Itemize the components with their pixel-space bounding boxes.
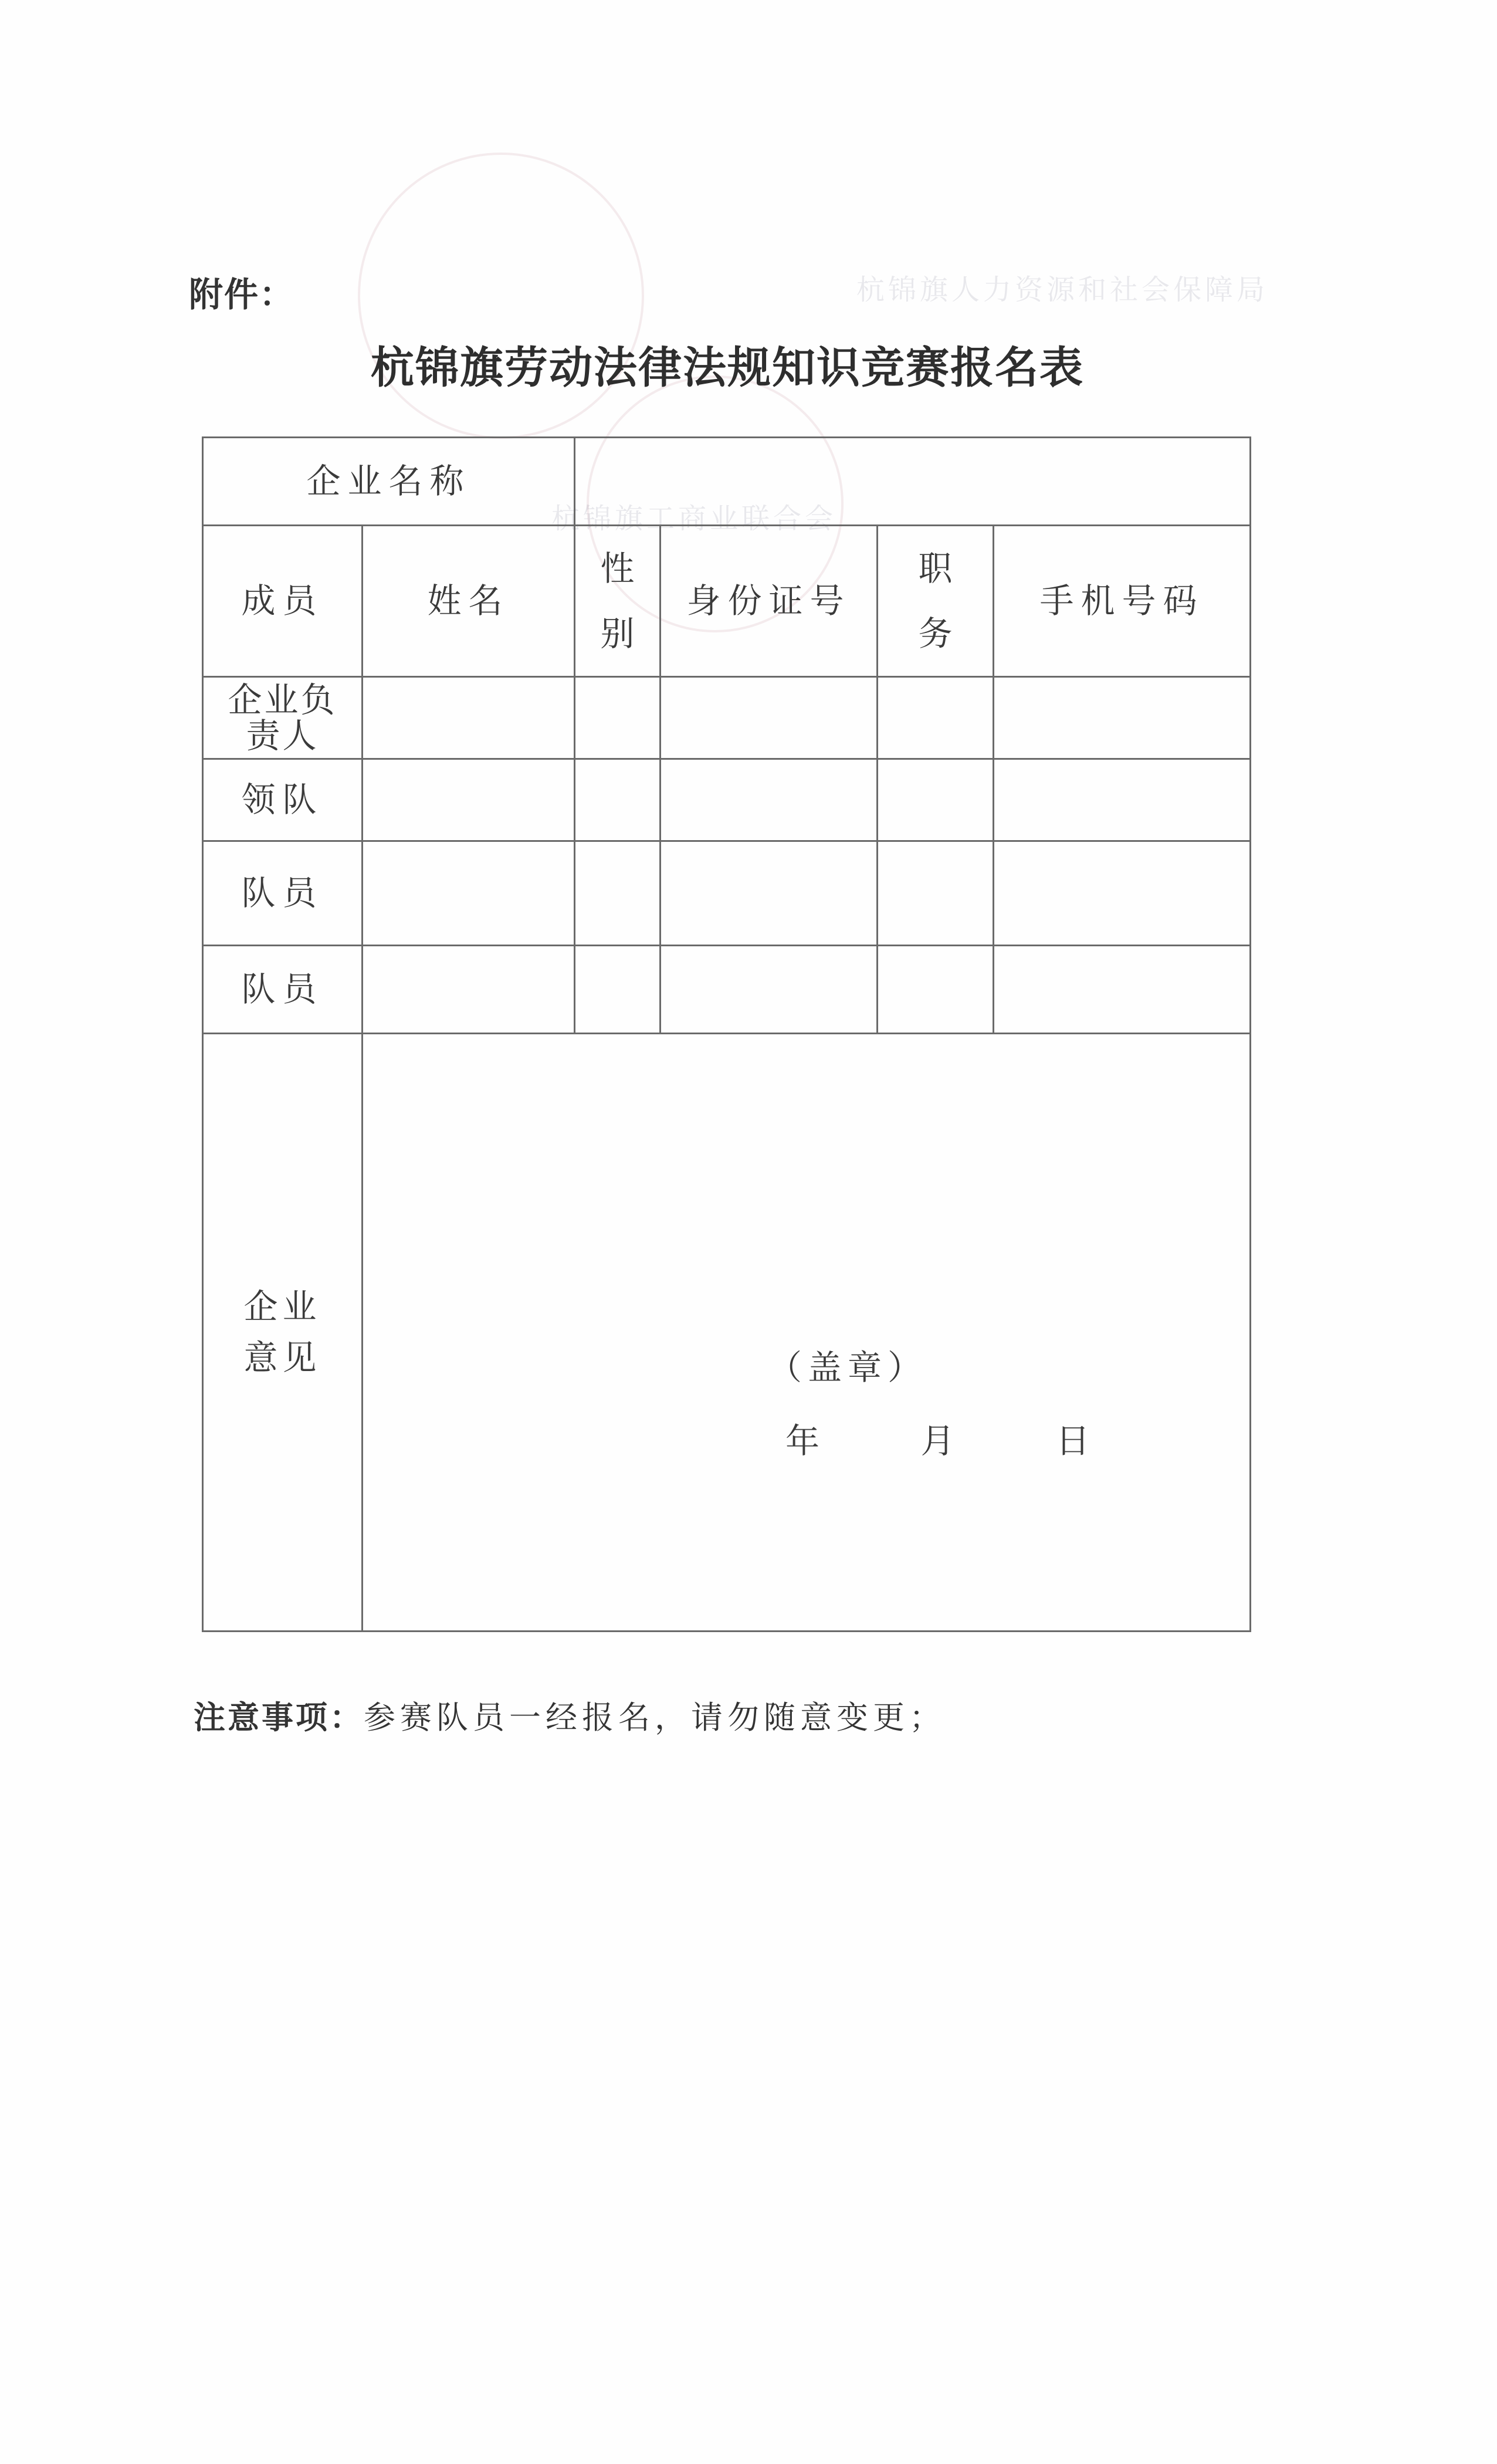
- gender-header-text: 性别: [600, 549, 635, 654]
- column-header-member: 成员: [203, 526, 363, 677]
- form-title: 杭锦旗劳动法律法规知识竞赛报名表: [371, 343, 1084, 393]
- column-header-position: [878, 526, 994, 677]
- id-number-cell[interactable]: [661, 841, 878, 946]
- name-cell[interactable]: [363, 677, 575, 759]
- table-row: [203, 841, 1251, 946]
- id-number-cell[interactable]: [661, 946, 878, 1034]
- id-number-cell[interactable]: [661, 677, 878, 759]
- column-header-phone: 手机号码: [994, 526, 1251, 677]
- row-role-label: 队员: [203, 841, 363, 946]
- notes-label: 注意事项：: [194, 1699, 364, 1736]
- seal-placeholder: （盖章）: [768, 1348, 928, 1387]
- bleed-through-text: 杭锦旗人力资源和社会保障局: [856, 273, 1269, 306]
- phone-cell[interactable]: [994, 841, 1251, 946]
- registration-form-table: [202, 436, 1249, 1630]
- date-day-label: 日: [1055, 1421, 1097, 1461]
- id-number-cell[interactable]: [661, 759, 878, 841]
- company-name-field[interactable]: [575, 438, 1251, 526]
- row-role-text: 企业负责人: [228, 679, 337, 756]
- name-cell[interactable]: [363, 946, 575, 1034]
- phone-cell[interactable]: [994, 759, 1251, 841]
- gender-cell[interactable]: [575, 841, 661, 946]
- company-opinion-text: 企业意见: [243, 1287, 321, 1377]
- notes: [194, 1693, 946, 1738]
- column-header-name: 姓名: [363, 526, 575, 677]
- position-cell[interactable]: [878, 677, 994, 759]
- position-cell[interactable]: [878, 841, 994, 946]
- gender-cell[interactable]: [575, 677, 661, 759]
- row-role-label: 队员: [203, 946, 363, 1034]
- date-line: [785, 1421, 1097, 1461]
- phone-cell[interactable]: [994, 677, 1251, 759]
- position-cell[interactable]: [878, 759, 994, 841]
- date-year-label: 年: [785, 1421, 827, 1461]
- row-role-label: [203, 677, 363, 759]
- phone-cell[interactable]: [994, 946, 1251, 1034]
- row-role-label: 领队: [203, 759, 363, 841]
- column-header-gender: [575, 526, 661, 677]
- name-cell[interactable]: [363, 841, 575, 946]
- table-row: [203, 759, 1251, 841]
- bleed-through-seal: [358, 153, 644, 439]
- bleed-through-text: 杭锦旗工商业联合会: [551, 502, 837, 535]
- position-cell[interactable]: [878, 946, 994, 1034]
- gender-cell[interactable]: [575, 946, 661, 1034]
- gender-cell[interactable]: [575, 759, 661, 841]
- attachment-label: 附件：: [189, 275, 295, 314]
- date-month-label: 月: [920, 1421, 962, 1461]
- company-name-label: 企业名称: [203, 438, 575, 526]
- column-header-id-number: 身份证号: [661, 526, 878, 677]
- table-row: [203, 677, 1251, 759]
- name-cell[interactable]: [363, 759, 575, 841]
- notes-text: 参赛队员一经报名，请勿随意变更；: [364, 1699, 946, 1736]
- company-opinion-field[interactable]: [363, 1034, 1251, 1632]
- position-header-text: 职务: [918, 549, 953, 654]
- table-row: [203, 946, 1251, 1034]
- company-opinion-label: [203, 1034, 363, 1632]
